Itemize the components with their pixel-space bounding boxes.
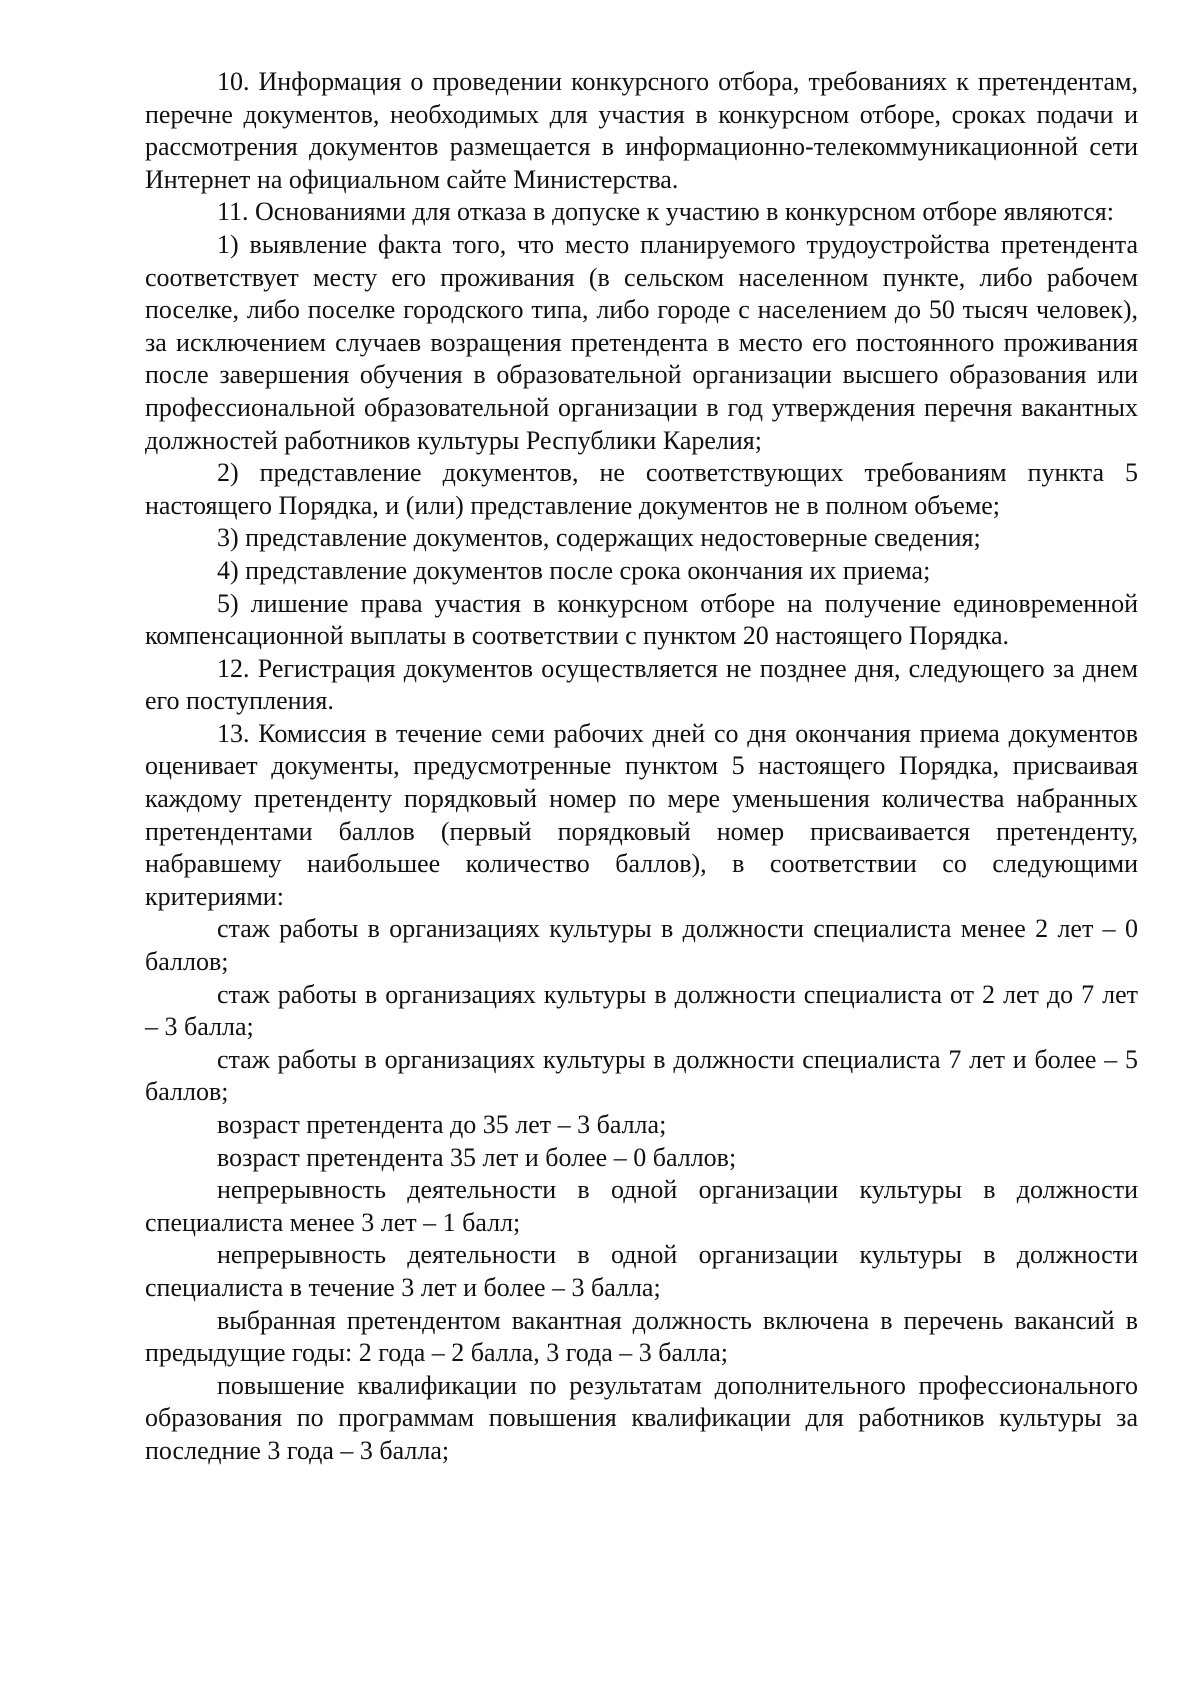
refusal-ground-4: 4) представление документов после срока окончания их приема;	[217, 555, 931, 585]
paragraph-13-commission: 13. Комиссия в течение семи рабочих дней со дня окончания приема документов оценивает документы, предусмотренные пунктом 5 настоящего Порядка, присваивая каждому претенденту порядковый номер по мере уменьшения количества набранных претендентами баллов (первый порядковый номер присваивается претенденту, набравшему наибольшее количество баллов), в соответствии со следующими критериями:	[145, 718, 1138, 911]
refusal-ground-2: 2) представление документов, не соответствующих требованиям пункта 5 настоящего Порядка, и (или) представление документов не в полном объеме;	[145, 458, 1138, 520]
criterion-experience-2-to-7: стаж работы в организациях культуры в должности специалиста от 2 лет до 7 лет – 3 балла;	[145, 979, 1138, 1042]
paragraph-10-information: 10. Информация о проведении конкурсного отбора, требованиях к претендентам, перечне документов, необходимых для участия в конкурсном отборе, сроках подачи и рассмотрения документов размещается в информационно-телекоммуникационной сети Интернет на официальном сайте Министерства.	[145, 67, 1138, 194]
refusal-ground-3: 3) представление документов, содержащих недостоверные сведения;	[217, 523, 981, 553]
criterion-vacancy-previous-years: выбранная претендентом вакантная должность включена в перечень вакансий в предыдущие годы: 2 года – 2 балла, 3 года – 3 балла;	[145, 1305, 1138, 1368]
criterion-continuity-3-plus: непрерывность деятельности в одной организации культуры в должности специалиста в течение 3 лет и более – 3 балла;	[145, 1240, 1138, 1302]
criterion-continuity-under-3: непрерывность деятельности в одной организации культуры в должности специалиста менее 3 лет – 1 балл;	[145, 1175, 1138, 1237]
criterion-age-35-plus: возраст претендента 35 лет и более – 0 баллов;	[217, 1142, 737, 1172]
criterion-qualification-upgrade: повышение квалификации по результатам дополнительного профессионального образования по программам повышения квалификации для работников культуры за последние 3 года – 3 балла;	[145, 1370, 1138, 1465]
refusal-ground-1: 1) выявление факта того, что место планируемого трудоустройства претендента соответствует месту его проживания (в сельском населенном пункте, либо рабочем поселке, либо поселке городского типа, либо городе с населением до 50 тысяч человек), за исключением случаев возращения претендента в место его постоянного проживания после завершения обучения в образовательной организации высшего образования или профессиональной образовательной организации в год утверждения перечня вакантных должностей работников культуры Республики Карелия;	[145, 229, 1138, 455]
criterion-age-under-35: возраст претендента до 35 лет – 3 балла;	[217, 1110, 667, 1139]
refusal-ground-5: 5) лишение права участия в конкурсном отборе на получение единовременной компенсационной выплаты в соответствии с пунктом 20 настоящего Порядка.	[145, 588, 1138, 651]
criterion-experience-7-plus: стаж работы в организациях культуры в должности специалиста 7 лет и более – 5 баллов;	[145, 1044, 1138, 1107]
criterion-experience-under-2: стаж работы в организациях культуры в должности специалиста менее 2 лет – 0 баллов;	[145, 914, 1138, 977]
document-page	[145, 66, 1138, 1468]
paragraph-12-registration: 12. Регистрация документов осуществляется не позднее дня, следующего за днем его поступления.	[145, 653, 1138, 716]
paragraph-11-grounds-for-refusal: 11. Основаниями для отказа в допуске к участию в конкурсном отборе являются:	[217, 197, 1114, 227]
